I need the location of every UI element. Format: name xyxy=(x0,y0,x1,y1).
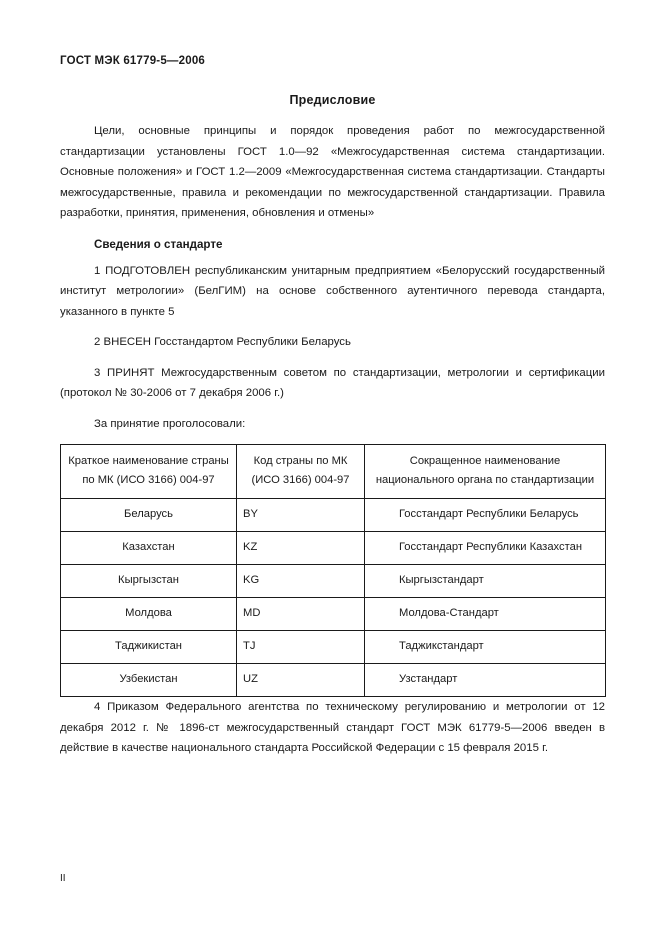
item-paragraph-1: 1 ПОДГОТОВЛЕН республиканским унитарным предприятием «Белорусский государственный институт метрологии» (БелГИМ) на основе собственного аутентичного перевода стандарта, указанного в пункте 5 xyxy=(60,264,605,318)
table-row xyxy=(61,598,606,631)
cell-code: KZ xyxy=(237,532,365,565)
vote-lead-paragraph: За принятие проголосовали: xyxy=(94,417,246,430)
page-title: Предисловие xyxy=(289,93,376,107)
cell-country: Таджикистан xyxy=(61,631,237,664)
table-header-country: Краткое наименование страны по МК (ИСО 3166) 004-97 xyxy=(61,445,237,499)
cell-country: Казахстан xyxy=(61,532,237,565)
table-row xyxy=(61,664,606,697)
closing-paragraph: 4 Приказом Федерального агентства по техническому регулированию и метрологии от 12 декабря 2012 г. № 1896-ст межгосударственный стандарт ГОСТ МЭК 61779-5—2006 введен в действие в качестве национального стандарта Российской Федерации с 15 февраля 2015 г. xyxy=(60,701,605,754)
cell-organization: Таджикстандарт xyxy=(365,631,606,664)
cell-code: MD xyxy=(237,598,365,631)
item-paragraph-2: 2 ВНЕСЕН Госстандартом Республики Беларусь xyxy=(94,336,351,348)
cell-code: UZ xyxy=(237,664,365,697)
table-header-organization: Сокращенное наименование национального органа по стандартизации xyxy=(365,445,606,499)
cell-code: BY xyxy=(237,499,365,532)
cell-country: Узбекистан xyxy=(61,664,237,697)
standard-code-header: ГОСТ МЭК 61779-5—2006 xyxy=(60,55,206,67)
cell-country: Молдова xyxy=(61,598,237,631)
cell-country: Беларусь xyxy=(61,499,237,532)
table-row xyxy=(61,631,606,664)
table-header-code: Код страны по МК (ИСО 3166) 004-97 xyxy=(237,445,365,499)
cell-organization: Госстандарт Республики Казахстан xyxy=(365,532,606,565)
cell-organization: Узстандарт xyxy=(365,664,606,697)
cell-country: Кыргызстан xyxy=(61,565,237,598)
page-number: II xyxy=(60,873,66,884)
cell-code: TJ xyxy=(237,631,365,664)
table-row xyxy=(61,532,606,565)
cell-organization: Кыргызстандарт xyxy=(365,565,606,598)
intro-paragraph: Цели, основные принципы и порядок проведения работ по межгосударственной стандартизации установлены ГОСТ 1.0—92 «Межгосударственная система стандартизации. Основные положения» и ГОСТ 1.2—2009 «Межгосударственная система стандартизации. Стандарты межгосударственные, правила и рекомендации по межгосударственной стандартизации. Правила разработки, принятия, применения, обновления и отмены» xyxy=(60,125,605,219)
cell-code: KG xyxy=(237,565,365,598)
table-row xyxy=(61,499,606,532)
item-paragraph-3: 3 ПРИНЯТ Межгосударственным советом по стандартизации, метрологии и сертификации (протокол № 30-2006 от 7 декабря 2006 г.) xyxy=(60,366,605,399)
section-heading: Сведения о стандарте xyxy=(94,237,223,251)
table-row xyxy=(61,565,606,598)
cell-organization: Госстандарт Республики Беларусь xyxy=(365,499,606,532)
cell-organization: Молдова-Стандарт xyxy=(365,598,606,631)
table-header-row xyxy=(61,445,606,499)
countries-table xyxy=(60,444,606,697)
